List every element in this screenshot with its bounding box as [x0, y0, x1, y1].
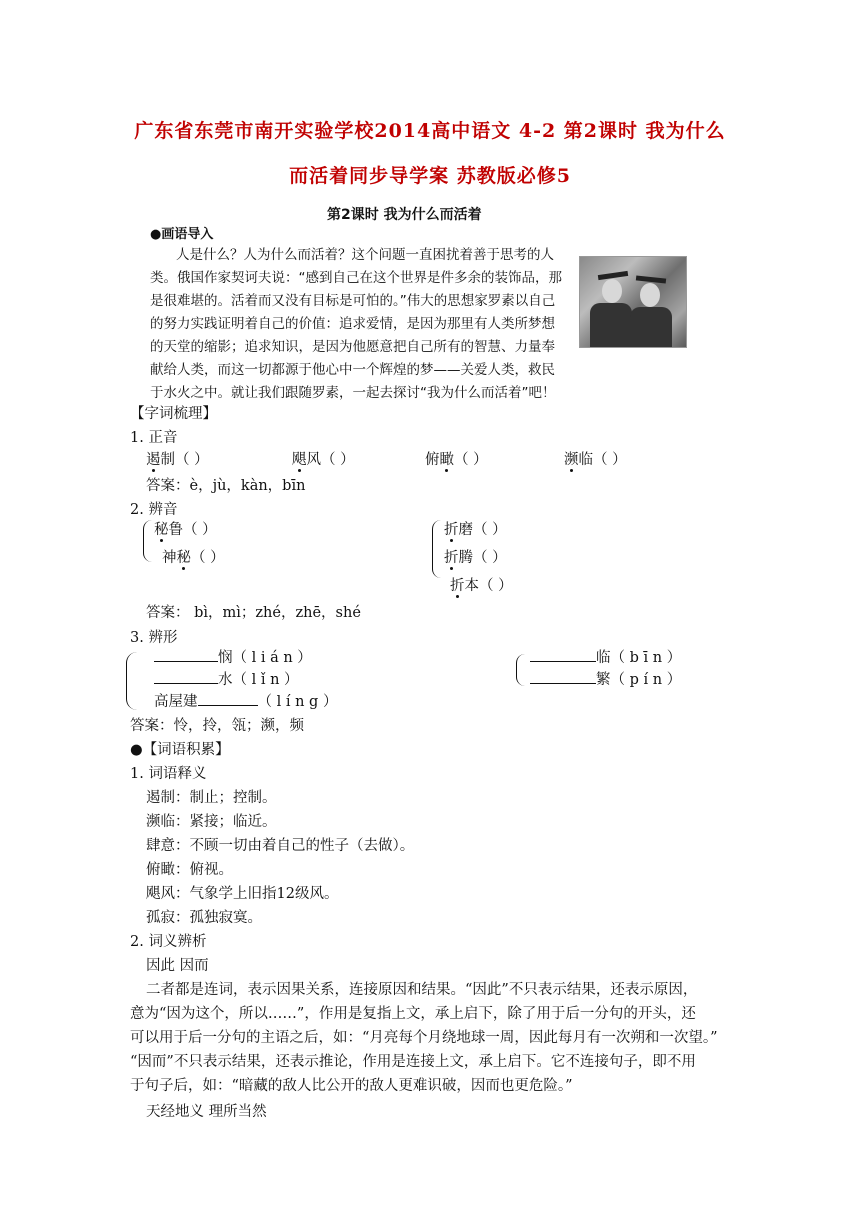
- section-heading-zici: 【字词梳理】: [130, 406, 217, 422]
- intro-line: 献给人类，而这一切都源于他心中一个辉煌的梦——关爱人类，救民: [150, 362, 555, 378]
- pronunciation-item: 俯瞰（ ）: [425, 452, 488, 468]
- shape-item: 高屋建 （ l í n g ）: [154, 694, 338, 710]
- pronunciation-item: 遏制（ ）: [146, 452, 209, 468]
- tone-item: 折本（ ）: [450, 578, 513, 594]
- explanation-line: 意为“因为这个，所以……”，作用是复指上文，承上启下，除了用于后一分句的开头，还: [130, 1006, 696, 1022]
- word-pair: 因此 因而: [146, 958, 209, 974]
- tone-item: 折腾（ ）: [444, 550, 507, 566]
- subsection-label: 1. 正音: [130, 430, 178, 446]
- intro-line: 人是什么？人为什么而活着？这个问题一直困扰着善于思考的人: [176, 247, 554, 263]
- document-title-line-2: 而活着同步导学案 苏教版必修5: [289, 165, 571, 187]
- definition-item: 孤寂：孤独寂寞。: [146, 910, 262, 926]
- graduates-photo: [579, 256, 687, 348]
- shape-item: 繁（ p í n ）: [530, 668, 681, 689]
- shape-item: 临（ b ī n ）: [530, 646, 681, 667]
- answer-line: 答案：怜，拎，瓴；濒，频: [130, 718, 304, 734]
- right-brace: [432, 520, 441, 578]
- intro-section-label: ●画语导入: [150, 227, 214, 242]
- word-pair: 天经地义 理所当然: [146, 1104, 267, 1120]
- pronunciation-item: 濒临（ ）: [564, 452, 627, 468]
- tone-item: 折磨（ ）: [444, 522, 507, 538]
- left-brace: [126, 652, 137, 710]
- intro-line: 于水火之中。就让我们跟随罗素，一起去探讨“我为什么而活着”吧！: [150, 385, 556, 401]
- section-heading-ciyu: ●【词语积累】: [130, 742, 230, 758]
- explanation-line: “因而”不只表示结果，还表示推论，作用是连接上文，承上启下。它不连接句子，即不用: [130, 1054, 696, 1070]
- answer-line: 答案： bì，mì；zhé，zhē，shé: [146, 605, 361, 621]
- pronunciation-item: 飓风（ ）: [292, 452, 355, 468]
- definition-item: 俯瞰：俯视。: [146, 862, 233, 878]
- subsection-label: 2. 词义辨析: [130, 934, 207, 950]
- intro-line: 的努力实践证明着自己的价值：追求爱情，是因为那里有人类所梦想: [150, 316, 555, 332]
- definition-item: 肆意：不顾一切由着自己的性子（去做）。: [146, 838, 415, 854]
- left-brace: [143, 520, 152, 562]
- intro-line: 的天堂的缩影；追求知识，是因为他愿意把自己所有的智慧、力量奉: [150, 339, 555, 355]
- subsection-label: 3. 辨形: [130, 630, 178, 646]
- document-title-line-1: 广东省东莞市南开实验学校2014高中语文 4-2 第2课时 我为什么: [134, 120, 726, 142]
- answer-line: 答案：è，jù，kàn，bīn: [146, 478, 306, 494]
- definition-item: 濒临：紧接；临近。: [146, 814, 277, 830]
- tone-item: 秘鲁（ ）: [154, 522, 217, 538]
- shape-item: 水（ l ǐ n ）: [154, 668, 299, 689]
- tone-item: 神秘（ ）: [162, 550, 225, 566]
- lesson-heading: 第2课时 我为什么而活着: [327, 207, 482, 223]
- right-brace: [516, 654, 525, 686]
- explanation-line: 于句子后，如：“暗藏的敌人比公开的敌人更难识破，因而也更危险。”: [130, 1078, 573, 1094]
- definition-item: 飓风：气象学上旧指12级风。: [146, 886, 339, 902]
- intro-line: 类。俄国作家契诃夫说：“感到自己在这个世界是件多余的装饰品，那: [150, 270, 562, 286]
- explanation-line: 二者都是连词，表示因果关系，连接原因和结果。“因此”不只表示结果，还表示原因，: [146, 982, 698, 998]
- shape-item: 悯（ l i á n ）: [154, 646, 312, 667]
- definition-item: 遏制：制止；控制。: [146, 790, 277, 806]
- explanation-line: 可以用于后一分句的主语之后，如：“月亮每个月绕地球一周，因此每月有一次朔和一次望。”: [130, 1030, 718, 1046]
- subsection-label: 2. 辨音: [130, 502, 178, 518]
- subsection-label: 1. 词语释义: [130, 766, 207, 782]
- intro-line: 是很难堪的。活着而又没有目标是可怕的。”伟大的思想家罗素以自己: [150, 293, 556, 309]
